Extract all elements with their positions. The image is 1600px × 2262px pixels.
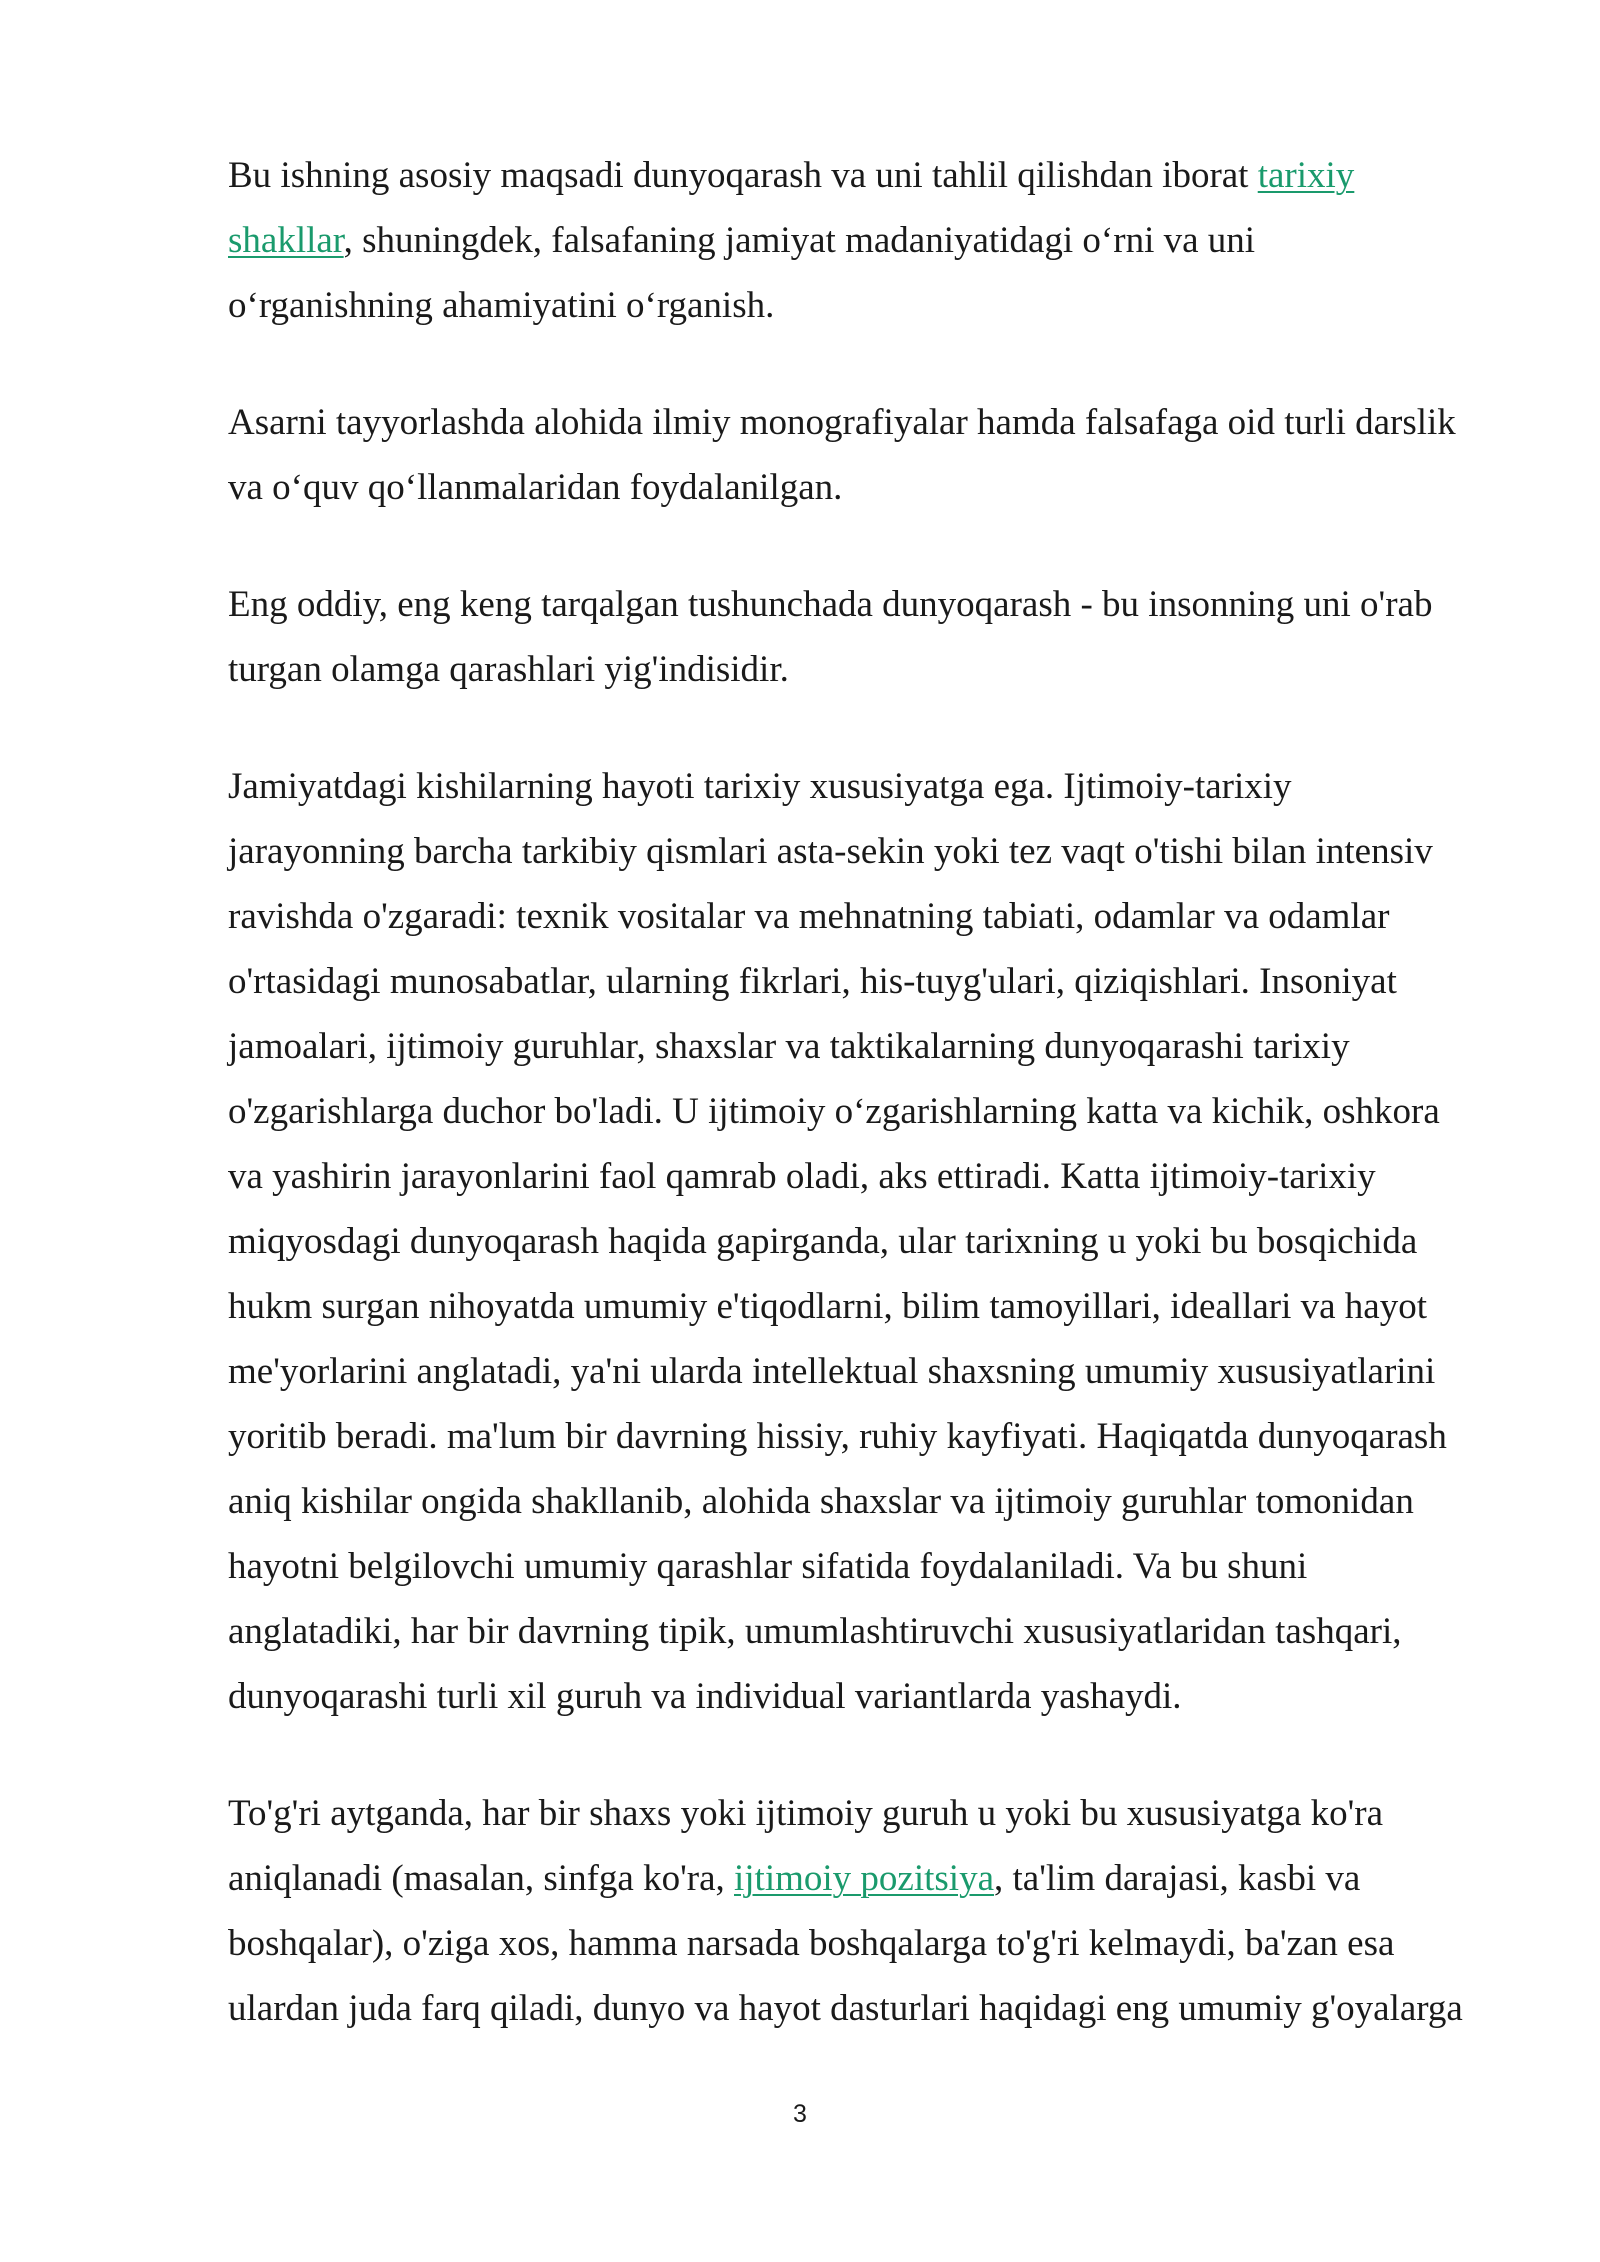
text-line — [228, 1846, 1518, 1911]
text-line: aniq kishilar ongida shakllanib, alohida shaxslar va ijtimoiy guruhlar tomonidan — [228, 1481, 1414, 1522]
text-run: aniqlanadi (masalan, sinfga ko'ra, — [228, 1858, 734, 1899]
link-ijtimoiy-pozitsiya[interactable]: ijtimoiy pozitsiya — [734, 1858, 995, 1899]
text-line: To'g'ri aytganda, har bir shaxs yoki ijtimoiy guruh u yoki bu xususiyatga ko'ra — [228, 1793, 1383, 1834]
text-line — [228, 273, 1518, 338]
paragraph-historical-nature — [228, 754, 1518, 1729]
link-tarixiy-shakllar[interactable]: tarixiy — [1257, 155, 1355, 196]
page-number: 3 — [793, 2100, 807, 2128]
text-line: o'rtasidagi munosabatlar, ularning fikrlari, his-tuyg'ulari, qiziqishlari. Insoniyat — [228, 961, 1397, 1002]
text-line: jamoalari, ijtimoiy guruhlar, shaxslar va taktikalarning dunyoqarashi tarixiy — [228, 1026, 1350, 1067]
paragraph-purpose — [228, 143, 1518, 338]
paragraph-individual-worldview — [228, 1781, 1518, 2041]
text-line: dunyoqarashi turli xil guruh va individual variantlarda yashaydi. — [228, 1676, 1182, 1717]
text-run: Bu ishning asosiy maqsadi dunyoqarash va uni tahlil qilishdan iborat — [228, 155, 1258, 196]
text-line: jarayonning barcha tarkibiy qismlari asta-sekin yoki tez vaqt o'tishi bilan intensiv — [228, 831, 1433, 872]
text-line: boshqalar), o'ziga xos, hamma narsada boshqalarga to'g'ri kelmaydi, ba'zan esa — [228, 1923, 1395, 1964]
text-line — [228, 208, 1518, 273]
text-line: Eng oddiy, eng keng tarqalgan tushunchada dunyoqarash - bu insonning uni o'rab — [228, 584, 1433, 625]
text-line: o'zgarishlarga duchor bo'ladi. U ijtimoiy o‘zgarishlarning katta va kichik, oshkora — [228, 1091, 1440, 1132]
text-line — [228, 143, 1518, 208]
text-line: miqyosdagi dunyoqarash haqida gapirganda, ular tarixning u yoki bu bosqichida — [228, 1221, 1418, 1262]
text-line: va yashirin jarayonlarini faol qamrab oladi, aks ettiradi. Katta ijtimoiy-tarixiy — [228, 1156, 1376, 1197]
text-line: Jamiyatdagi kishilarning hayoti tarixiy xususiyatga ega. Ijtimoiy-tarixiy — [228, 766, 1292, 807]
text-run: , ta'lim darajasi, kasbi va — [994, 1858, 1361, 1899]
text-line: ravishda o'zgaradi: texnik vositalar va mehnatning tabiati, odamlar va odamlar — [228, 896, 1390, 937]
text-line: anglatadiki, har bir davrning tipik, umumlashtiruvchi xususiyatlaridan tashqari, — [228, 1611, 1402, 1652]
text-line: me'yorlarini anglatadi, ya'ni ularda intellektual shaxsning umumiy xususiyatlarini — [228, 1351, 1436, 1392]
page-body — [228, 143, 1518, 2093]
text-run: o‘rganishning ahamiyatini o‘rganish. — [228, 285, 775, 326]
text-line: turgan olamga qarashlari yig'indisidir. — [228, 649, 789, 690]
text-line: hukm surgan nihoyatda umumiy e'tiqodlarni, bilim tamoyillari, ideallari va hayot — [228, 1286, 1427, 1327]
text-line: yoritib beradi. ma'lum bir davrning hissiy, ruhiy kayfiyati. Haqiqatda dunyoqarash — [228, 1416, 1447, 1457]
text-line: Asarni tayyorlashda alohida ilmiy monografiyalar hamda falsafaga oid turli darslik — [228, 402, 1456, 443]
paragraph-sources — [228, 390, 1518, 520]
link-tarixiy-shakllar-continued[interactable]: shakllar — [228, 220, 344, 261]
paragraph-definition — [228, 572, 1518, 702]
text-line: hayotni belgilovchi umumiy qarashlar sifatida foydalaniladi. Va bu shuni — [228, 1546, 1308, 1587]
text-line: ulardan juda farq qiladi, dunyo va hayot dasturlari haqidagi eng umumiy g'oyalarga — [228, 1988, 1463, 2029]
text-run: , shuningdek, falsafaning jamiyat madaniyatidagi o‘rni va uni — [343, 220, 1256, 261]
text-line: va o‘quv qo‘llanmalaridan foydalanilgan. — [228, 467, 843, 508]
